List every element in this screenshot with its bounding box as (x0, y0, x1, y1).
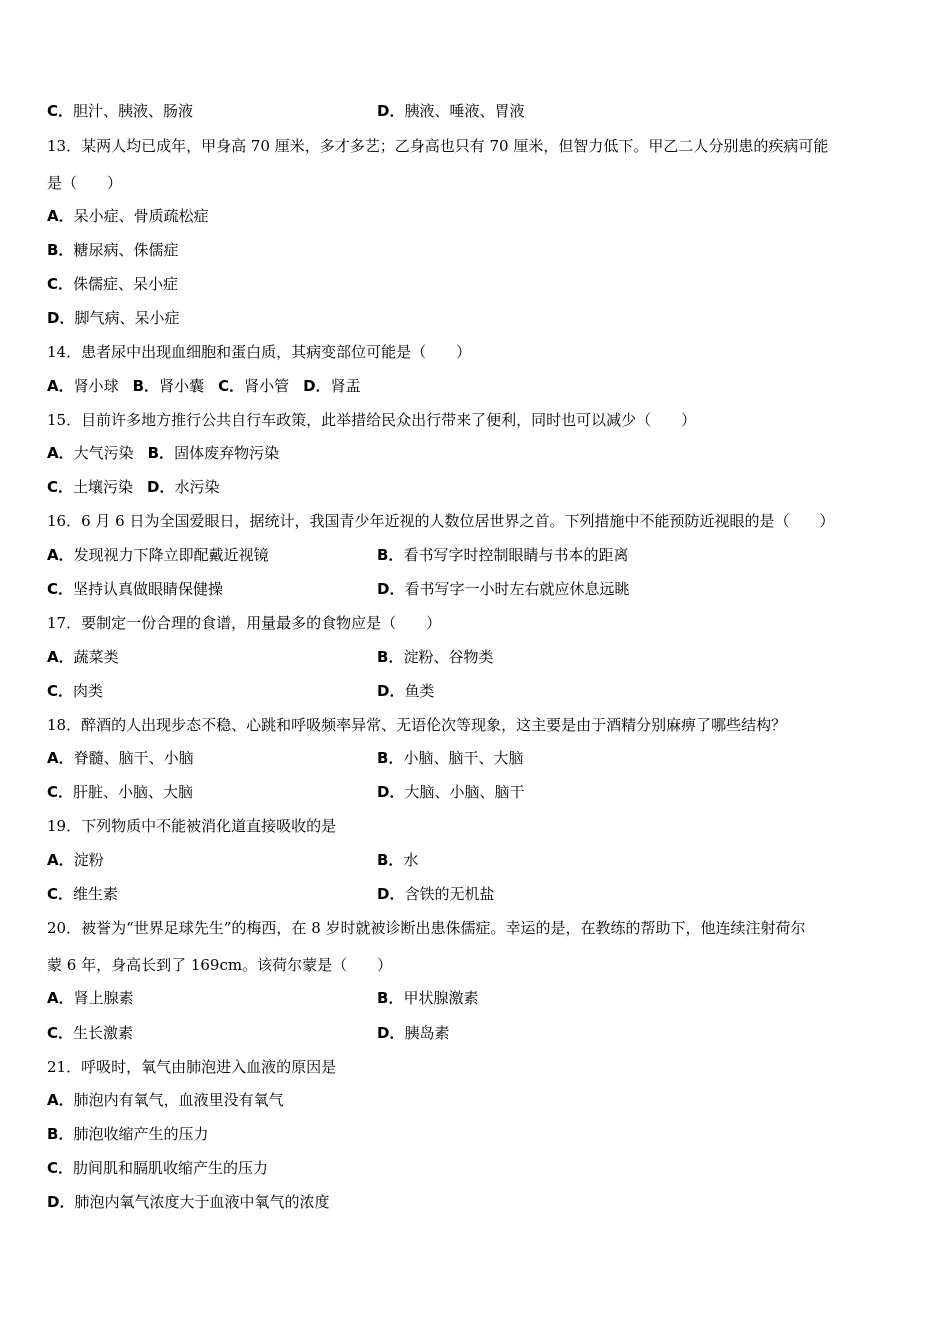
q19-stem: 19．下列物质中不能被消化道直接吸收的是 (47, 817, 337, 835)
q20-option-c: C．生长激素 (47, 1024, 134, 1042)
q21-option-b: B．肺泡收缩产生的压力 (47, 1125, 209, 1143)
q18-option-d: D．大脑、小脑、脑干 (377, 783, 525, 801)
q19-option-a: A．淀粉 (47, 851, 104, 869)
q18-stem: 18．醉酒的人出现步态不稳、心跳和呼吸频率异常、无语伦次等现象，这主要是由于酒精分别麻痹了哪些结构？ (47, 716, 787, 734)
q18-option-c: C．肝脏、小脑、大脑 (47, 783, 194, 801)
q13-stem-line2: 是（ ） (47, 174, 123, 192)
q17-option-c: C．肉类 (47, 682, 104, 700)
q21-option-d: D．肺泡内氧气浓度大于血液中氧气的浓度 (47, 1193, 330, 1211)
q20-stem-line2: 蒙 6 年，身高长到了 169cm。该荷尔蒙是（ ） (47, 956, 393, 974)
q20-option-b: B．甲状腺激素 (377, 989, 479, 1007)
q17-option-b: B．淀粉、谷物类 (377, 648, 494, 666)
q13-stem-line1: 13．某两人均已成年，甲身高 70 厘米，多才多艺；乙身高也只有 70 厘米，但智力低下。甲乙二人分别患的疾病可能 (47, 137, 829, 155)
q14-options: A．肾小球 B．肾小囊 C．肾小管 D．肾盂 (47, 377, 361, 395)
q15-stem: 15．目前许多地方推行公共自行车政策，此举措给民众出行带来了便利，同时也可以减少（ ） (47, 411, 697, 429)
q12-option-c: C．胆汁、胰液、肠液 (47, 102, 194, 120)
q12-option-d: D．胰液、唾液、胃液 (377, 102, 525, 120)
q15-options-cd: C．土壤污染 D．水污染 (47, 478, 220, 496)
q17-stem: 17．要制定一份合理的食谱，用量最多的食物应是（ ） (47, 614, 442, 632)
q13-option-a: A．呆小症、骨质疏松症 (47, 207, 209, 225)
q19-option-b: B．水 (377, 851, 419, 869)
q18-option-b: B．小脑、脑干、大脑 (377, 749, 524, 767)
q16-stem: 16．6 月 6 日为全国爱眼日，据统计，我国青少年近视的人数位居世界之首。下列措施中不能预防近视眼的是（ ） (47, 512, 835, 530)
q20-option-d: D．胰岛素 (377, 1024, 450, 1042)
q16-option-c: C．坚持认真做眼睛保健操 (47, 580, 224, 598)
q21-option-c: C．肋间肌和膈肌收缩产生的压力 (47, 1159, 269, 1177)
q20-stem-line1: 20．被誉为“世界足球先生”的梅西，在 8 岁时就被诊断出患侏儒症。幸运的是，在教练的帮助下，他连续注射荷尔 (47, 919, 806, 937)
q21-option-a: A．肺泡内有氧气，血液里没有氧气 (47, 1091, 284, 1109)
q14-stem: 14．患者尿中出现血细胞和蛋白质，其病变部位可能是（ ） (47, 343, 472, 361)
q15-options-ab: A．大气污染 B．固体废弃物污染 (47, 444, 280, 462)
q18-option-a: A．脊髓、脑干、小脑 (47, 749, 194, 767)
q19-option-d: D．含铁的无机盐 (377, 885, 495, 903)
q20-option-a: A．肾上腺素 (47, 989, 134, 1007)
q16-option-d: D．看书写字一小时左右就应休息远眺 (377, 580, 630, 598)
q13-option-c: C．侏儒症、呆小症 (47, 275, 179, 293)
q16-option-b: B．看书写字时控制眼睛与书本的距离 (377, 546, 629, 564)
q17-option-d: D．鱼类 (377, 682, 435, 700)
q13-option-b: B．糖尿病、侏儒症 (47, 241, 179, 259)
q19-option-c: C．维生素 (47, 885, 119, 903)
q21-stem: 21．呼吸时，氧气由肺泡进入血液的原因是 (47, 1058, 337, 1076)
q13-option-d: D．脚气病、呆小症 (47, 309, 180, 327)
q16-option-a: A．发现视力下降立即配戴近视镜 (47, 546, 269, 564)
q17-option-a: A．蔬菜类 (47, 648, 119, 666)
